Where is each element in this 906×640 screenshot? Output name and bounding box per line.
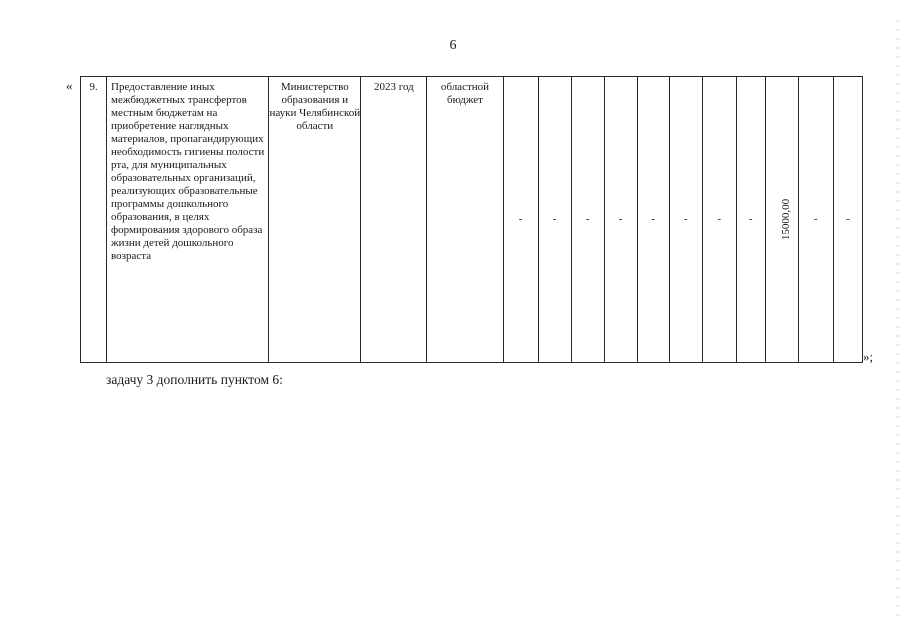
page-number: 6	[449, 38, 457, 53]
row-executor: Министерство образования и науки Челябинской области	[269, 77, 361, 363]
value-cell-9	[765, 77, 798, 363]
value-cell-11: -	[833, 77, 862, 363]
closing-quote: »;	[863, 349, 874, 364]
value-cell-8: -	[736, 77, 765, 363]
value-cell-7: -	[702, 77, 736, 363]
row-funding-source: областной бюджет	[427, 77, 503, 363]
row-description: Предоставление иных межбюджетных трансфертов местным бюджетам на приобретение наглядных материалов, пропагандирующих необходимость гигиены полости рта, для муниципальных образовательных организаций, реализующих образовательные программы дошкольного образования, в целях формирования здорового образа жизни детей дошкольного возраста	[107, 77, 269, 363]
row-number: 9.	[81, 77, 107, 363]
value-cell-6: -	[669, 77, 702, 363]
value-cell-1: -	[503, 77, 538, 363]
scan-edge-noise	[896, 20, 900, 620]
row-year: 2023 год	[361, 77, 427, 363]
value-cell-3: -	[571, 77, 604, 363]
value-cell-5: -	[637, 77, 669, 363]
value-cell-4: -	[604, 77, 637, 363]
table-row	[81, 77, 863, 363]
value-cell-2: -	[538, 77, 571, 363]
value-cell-9-text: 15000,00	[779, 198, 792, 241]
value-cell-10: -	[798, 77, 833, 363]
opening-quote: «	[66, 78, 73, 93]
following-text: задачу 3 дополнить пунктом 6:	[106, 372, 283, 387]
program-table	[80, 76, 863, 363]
